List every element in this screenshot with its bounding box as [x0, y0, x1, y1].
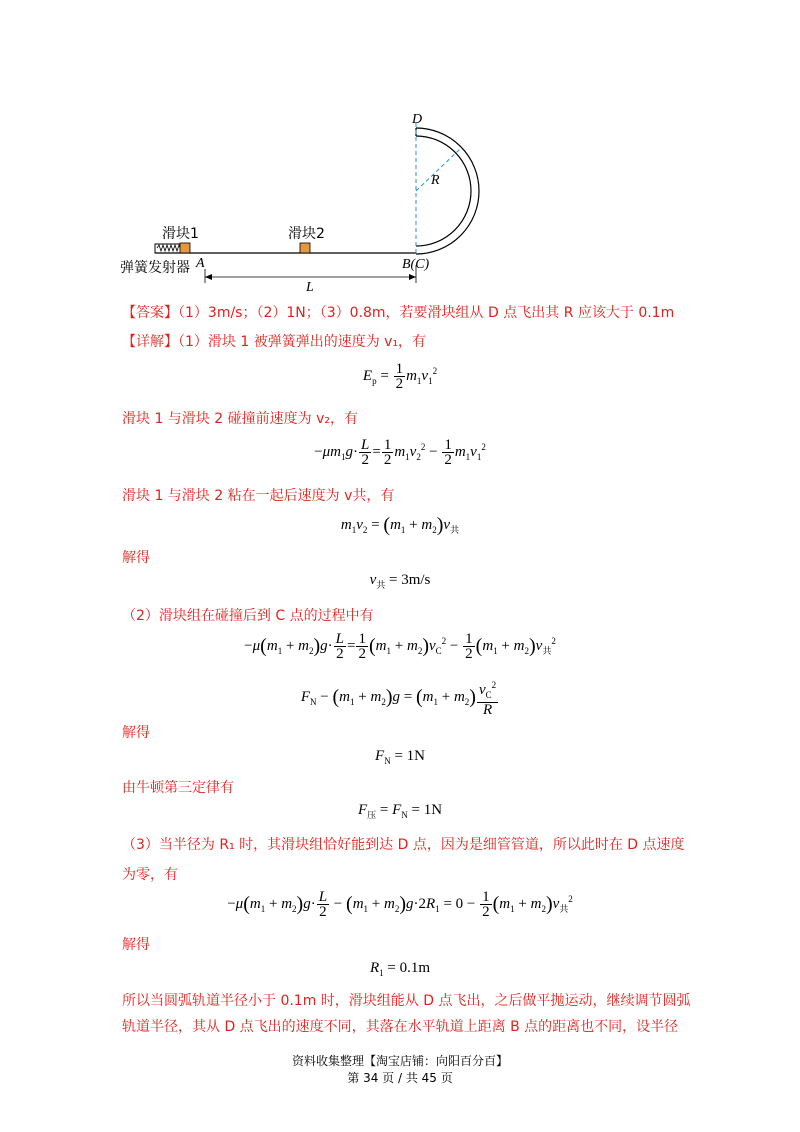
arc-outer [416, 128, 479, 254]
label-R: R [431, 173, 440, 188]
equation-6: $F_N - (m_1 + m_2)g = (m_1 + m_2)$ $\frac{v_C^2}{R}$ [300, 680, 497, 718]
label-L: L [306, 280, 314, 295]
last-line-2: 轨道半径，其从 D 点飞出的速度不同，其落在水平轨道上距离 B 点的距离也不同，设半径 [122, 1019, 679, 1035]
detail-line [122, 331, 426, 351]
solve-3: 解得 [122, 937, 150, 953]
equation-7: $F_N = 1N$ [375, 748, 425, 766]
answer-text: （1）3m/s；（2）1N；（3）0.8m，若要滑块组从 D 点飞出其 R 应该大于 0.1m [178, 305, 675, 321]
part-2-line: （2）滑块组在碰撞后到 C 点的过程中有 [122, 608, 374, 624]
answer-tag: 【答案】 [122, 305, 178, 321]
label-slider2: 滑块2 [288, 226, 325, 242]
solve-1: 解得 [122, 550, 150, 566]
result-fpress: = 1N [411, 802, 443, 818]
answer-line [122, 302, 674, 322]
equation-9: $-\mu(m_1 + m_2)g\cdot$ $\frac{L}{2}$ − $(m_1 + m_2)g\cdot 2R_1 = 0$ − $\frac{1}{2}$ $(m_1 + m_2)v_共^2$ [227, 889, 573, 920]
part-3-line-b: 为零，有 [122, 867, 178, 883]
slider-1-block [180, 243, 190, 253]
text-line-2: 滑块 1 与滑块 2 粘在一起后速度为 v共，有 [122, 488, 395, 504]
label-launcher: 弹簧发射器 [120, 260, 190, 276]
last-line-1: 所以当圆弧轨道半径小于 0.1m 时，滑块组能从 D 点飞出，之后做平抛运动，继续调节圆弧 [122, 993, 691, 1009]
spring-icon [157, 245, 183, 251]
slider-2-block [300, 243, 310, 253]
part-3-line-a: （3）当半径为 R₁ 时，其滑块组恰好能到达 D 点，因为是细管管道，所以此时在 D 点速度 [122, 837, 685, 853]
label-A: A [196, 256, 205, 271]
text-line-1: 滑块 1 与滑块 2 碰撞前速度为 v₂，有 [122, 411, 358, 427]
equation-10: $R_1 = 0.1m$ [369, 960, 431, 978]
result-v-common: = 3m/s [389, 572, 431, 588]
newton-line: 由牛顿第三定律有 [122, 780, 234, 796]
label-BC: B(C) [402, 257, 430, 272]
equation-1: $E_p$ = $\frac{1}{2}$ $m_1v_1^2$ [362, 361, 438, 392]
solve-2: 解得 [122, 725, 150, 741]
equation-5: $-\mu(m_1 + m_2)g\cdot$ $\frac{L}{2}$ = $\frac{1}{2}$ $(m_1 + m_2)v_C^2$ − $\frac{1}{2}$ $(m_1 + m_2)v_共^2$ [244, 631, 556, 662]
detail-tag: 【详解】 [122, 334, 178, 350]
arc-inner [416, 136, 471, 246]
result-fn: = 1N [394, 748, 425, 764]
equation-8: $F_压 = F_N = 1N$ [357, 802, 443, 820]
equation-2: $-\mu m_1g\cdot$ $\frac{L}{2}$ = $\frac{1}{2}$ $m_1v_2^2$ − $\frac{1}{2}$ $m_1v_1^2$ [314, 437, 486, 468]
footer-page-number: 第 34 页 / 共 45 页 [347, 1071, 453, 1085]
equation-4: $v_共 = 3m/s$ [369, 572, 431, 590]
result-r1: = 0.1m [387, 960, 431, 976]
detail-intro: （1）滑块 1 被弹簧弹出的速度为 v₁，有 [178, 334, 427, 350]
label-D: D [412, 112, 423, 127]
footer-line-1: 资料收集整理【淘宝店铺：向阳百分百】 [291, 1054, 508, 1068]
label-slider1: 滑块1 [162, 226, 199, 242]
physics-diagram [110, 105, 490, 295]
equation-3: $m_1v_2 = (m_1 + m_2)v_共$ [340, 514, 460, 536]
